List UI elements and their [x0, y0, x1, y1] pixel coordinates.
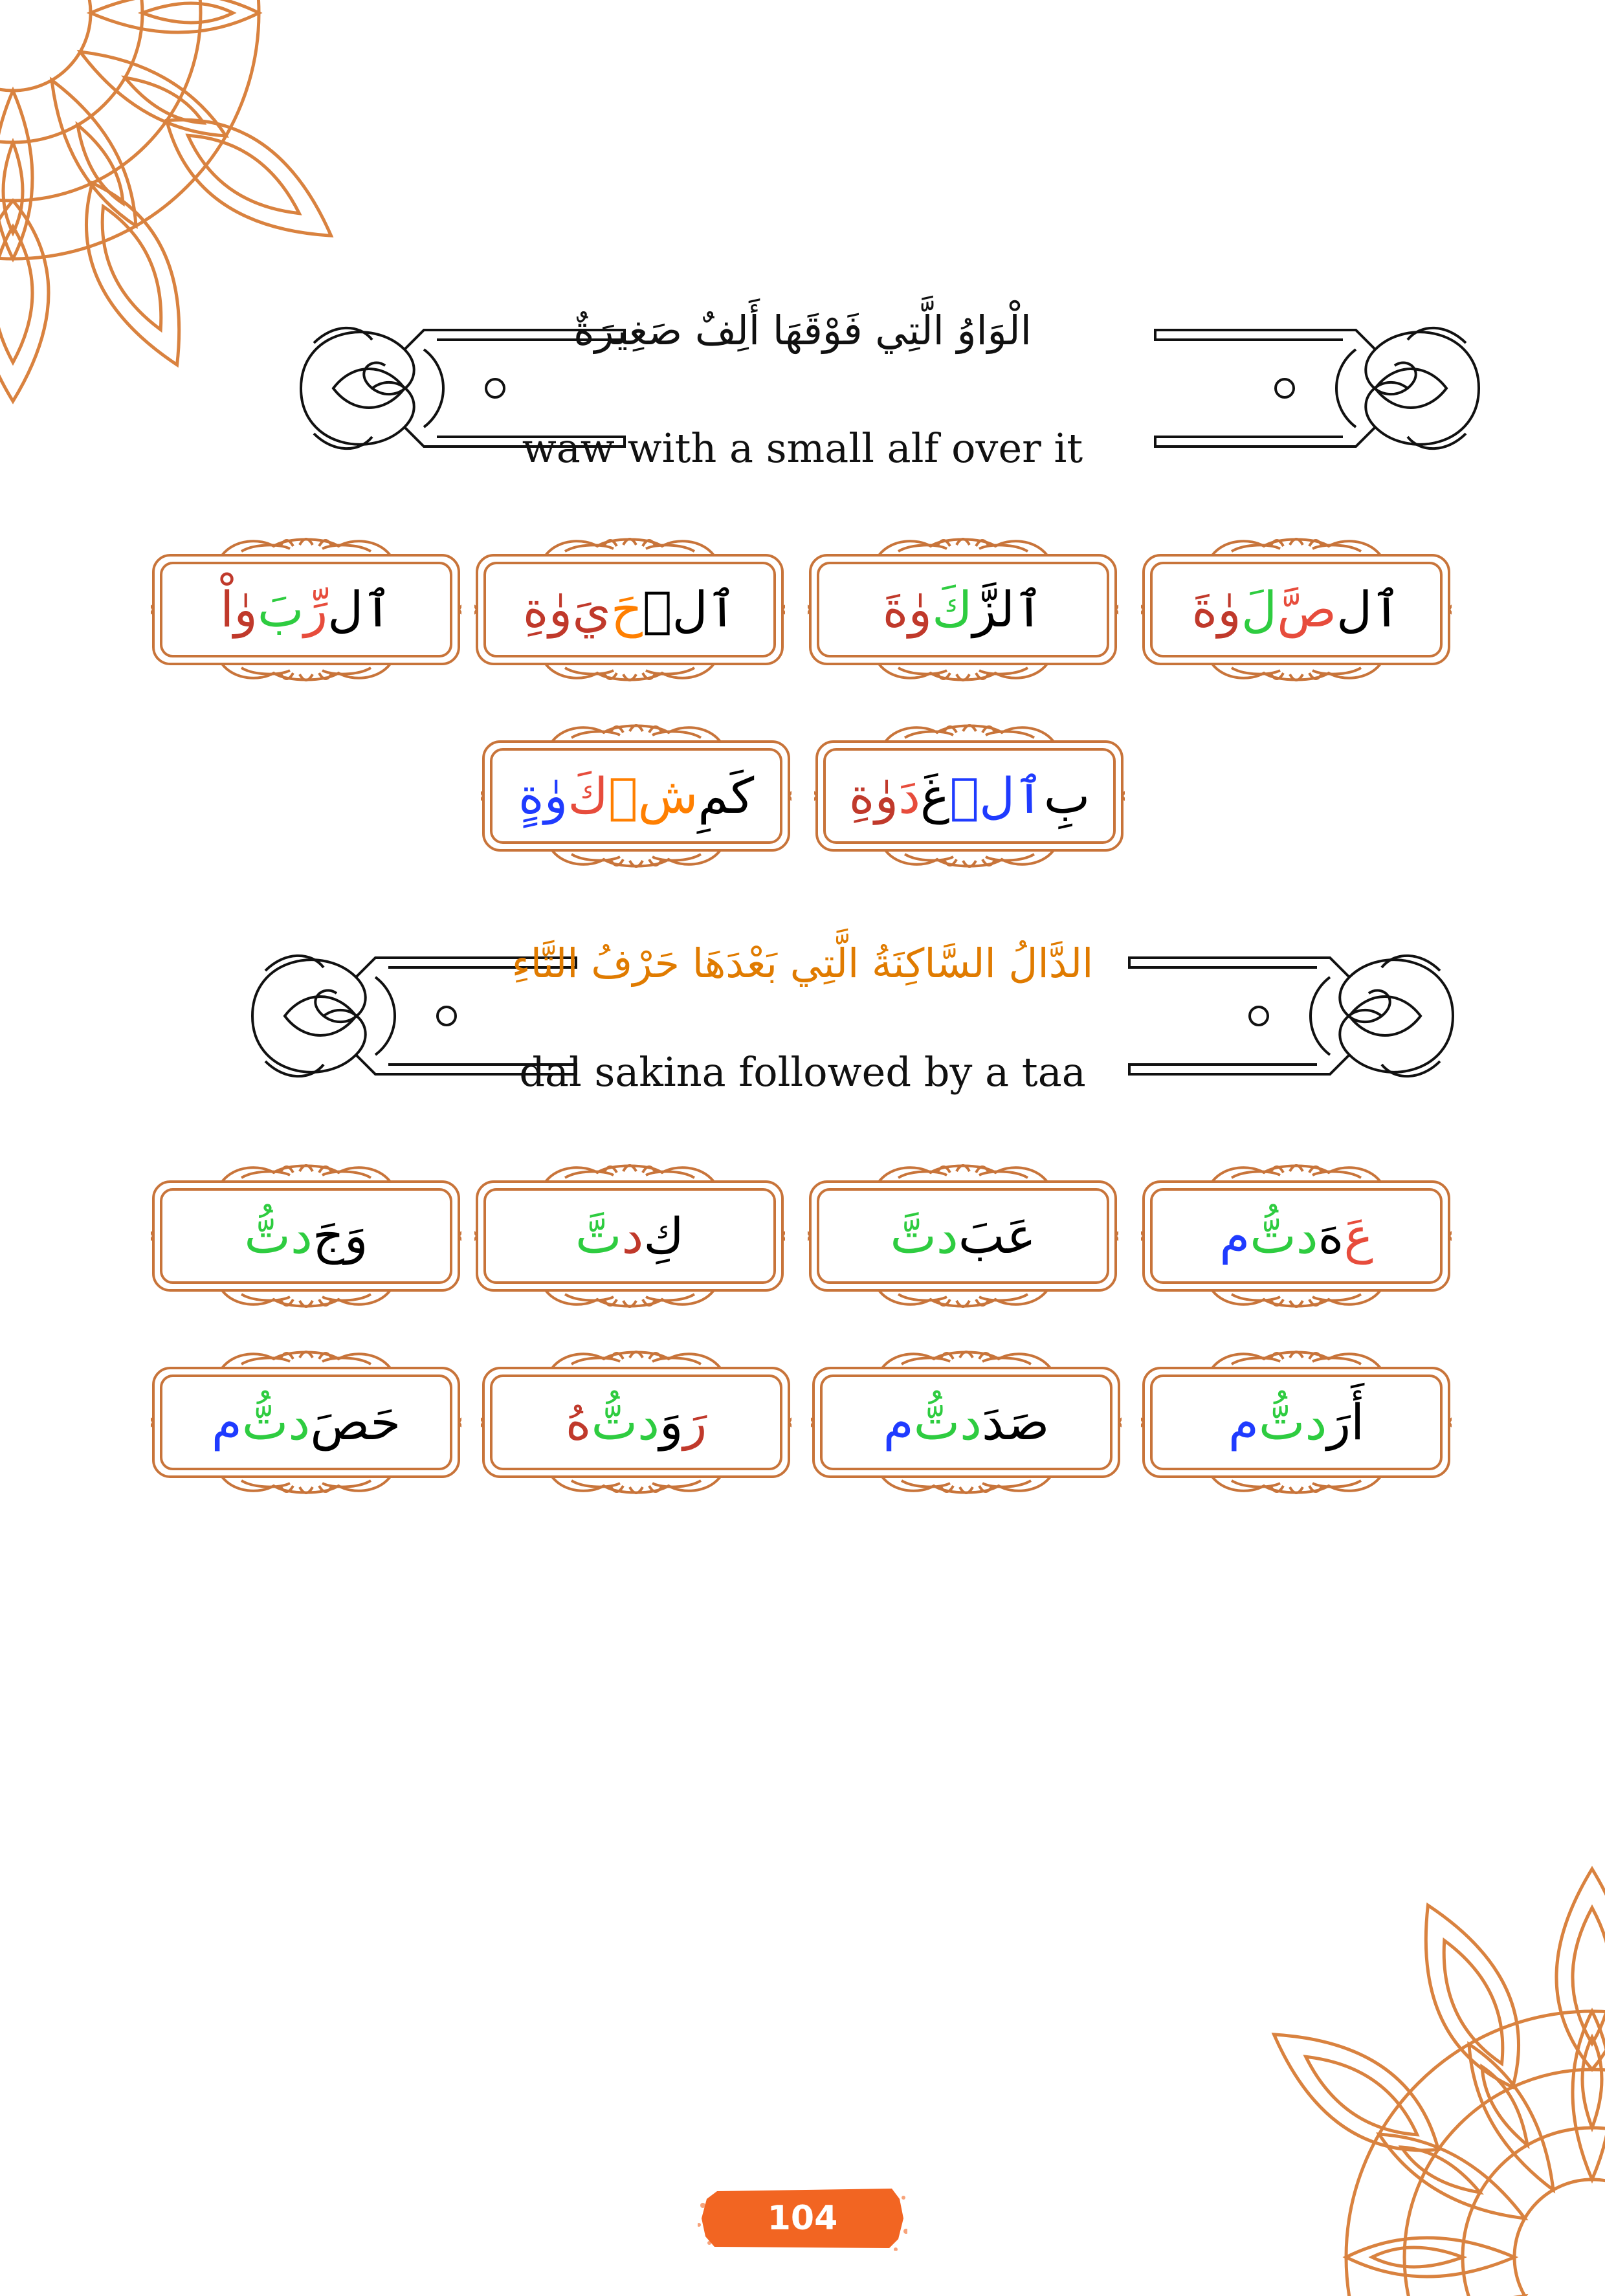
letter-segment: وٰةِ: [522, 580, 573, 638]
word-card: [481, 718, 791, 874]
letter-segment: دتُّ: [913, 1393, 982, 1451]
letter-segment: أَرَ: [1327, 1393, 1365, 1451]
letter-segment: كَمِ: [698, 767, 755, 824]
letter-segment: دَ: [898, 767, 921, 824]
arabic-title: الْوَاوُ الَّتِي فَوْقَهَا أَلِفٌ صَغِيرَةٌ: [573, 307, 1032, 354]
letter-segment: بِ: [1043, 767, 1090, 824]
letter-segment: ٱل: [1336, 580, 1401, 638]
letter-segment: حَ: [610, 580, 643, 638]
arabic-word: [847, 1195, 1079, 1277]
arabic-word: [190, 568, 423, 651]
letter-segment: م: [1219, 1207, 1250, 1264]
letter-segment: وٰةٍ: [518, 767, 568, 824]
word-card: [808, 532, 1118, 687]
section-header-dal-sakina: [0, 906, 1605, 1100]
page-number: 104: [767, 2199, 838, 2238]
word-card: [811, 1345, 1122, 1500]
arabic-word: [513, 1195, 746, 1277]
page-number-badge: [698, 2186, 907, 2251]
letter-segment: دتَّ: [890, 1207, 958, 1264]
letter-segment: عَبَ: [958, 1207, 1036, 1264]
word-card: [1141, 532, 1452, 687]
letter-segment: وٰاْ: [220, 580, 258, 638]
arabic-word: [1180, 1195, 1413, 1277]
letter-segment: كِ: [643, 1207, 685, 1264]
letter-segment: كَ: [932, 580, 973, 638]
english-title: dal sakina followed by a taa: [519, 1048, 1086, 1096]
letter-segment: هُ: [565, 1393, 592, 1451]
arabic-word: [848, 755, 1090, 837]
letter-segment: تَّ: [575, 1207, 622, 1264]
word-card: [481, 1345, 791, 1500]
word-card: [474, 532, 785, 687]
word-card: [474, 1158, 785, 1314]
letter-segment: ٱلزَّ: [972, 580, 1044, 638]
letter-segment: وَجَ: [312, 1207, 368, 1264]
letter-segment: وٰةَ: [1191, 580, 1241, 638]
letter-segment: عَ: [1344, 1207, 1373, 1264]
letter-segment: دتُّ: [241, 1393, 311, 1451]
arabic-word: [847, 568, 1079, 651]
word-card: [151, 532, 461, 687]
letter-segment: هَ: [1318, 1207, 1344, 1264]
mandala-ornament-bottom-right: [1217, 1752, 1605, 2296]
english-title: waw with a small alf over it: [522, 425, 1083, 472]
letter-segment: وٰةِ: [848, 767, 899, 824]
section-header-waw: [0, 285, 1605, 479]
letter-segment: م: [211, 1393, 242, 1451]
arabic-word: [1180, 568, 1413, 651]
letter-segment: وٰةَ: [882, 580, 933, 638]
letter-segment: بَ: [257, 580, 304, 638]
arabic-word: [190, 1381, 423, 1464]
word-card: [1141, 1158, 1452, 1314]
letter-segment: صَدَ: [982, 1393, 1050, 1451]
letter-segment: م: [1228, 1393, 1259, 1451]
letter-segment: لَ: [1241, 580, 1278, 638]
word-card: [808, 1158, 1118, 1314]
letter-segment: ٱلۡ: [949, 767, 1044, 824]
arabic-word: [190, 1195, 423, 1277]
letter-segment: د: [621, 1207, 644, 1264]
letter-segment: ٱلۡ: [642, 580, 737, 638]
letter-segment: رَ: [683, 1393, 707, 1451]
letter-segment: وَ: [659, 1393, 683, 1451]
word-card: [1141, 1345, 1452, 1500]
letter-segment: دتُّ: [1250, 1207, 1318, 1264]
arabic-word: [520, 1381, 753, 1464]
letter-segment: يَ: [572, 580, 611, 638]
letter-segment: حَصَ: [310, 1393, 401, 1451]
letter-segment: كَ: [568, 767, 608, 824]
word-card: [151, 1158, 461, 1314]
arabic-word: [513, 568, 746, 651]
word-card: [814, 718, 1125, 874]
letter-segment: دتُّ: [1258, 1393, 1327, 1451]
letter-segment: ٱل: [327, 580, 392, 638]
letter-segment: غَ: [920, 767, 950, 824]
letter-segment: صَّ: [1277, 580, 1336, 638]
letter-segment: شۡ: [608, 767, 698, 824]
arabic-title: الدَّالُ السَّاكِنَةُ الَّتِي بَعْدَهَا حَرْفُ التَّاءِ: [511, 940, 1094, 987]
letter-segment: م: [883, 1393, 914, 1451]
word-card: [151, 1345, 461, 1500]
letter-segment: دتُّ: [591, 1393, 659, 1451]
arabic-word: [1180, 1381, 1413, 1464]
arabic-word: [520, 755, 753, 837]
letter-segment: رِّ: [304, 580, 328, 638]
letter-segment: دتُّ: [244, 1207, 313, 1264]
arabic-word: [850, 1381, 1083, 1464]
